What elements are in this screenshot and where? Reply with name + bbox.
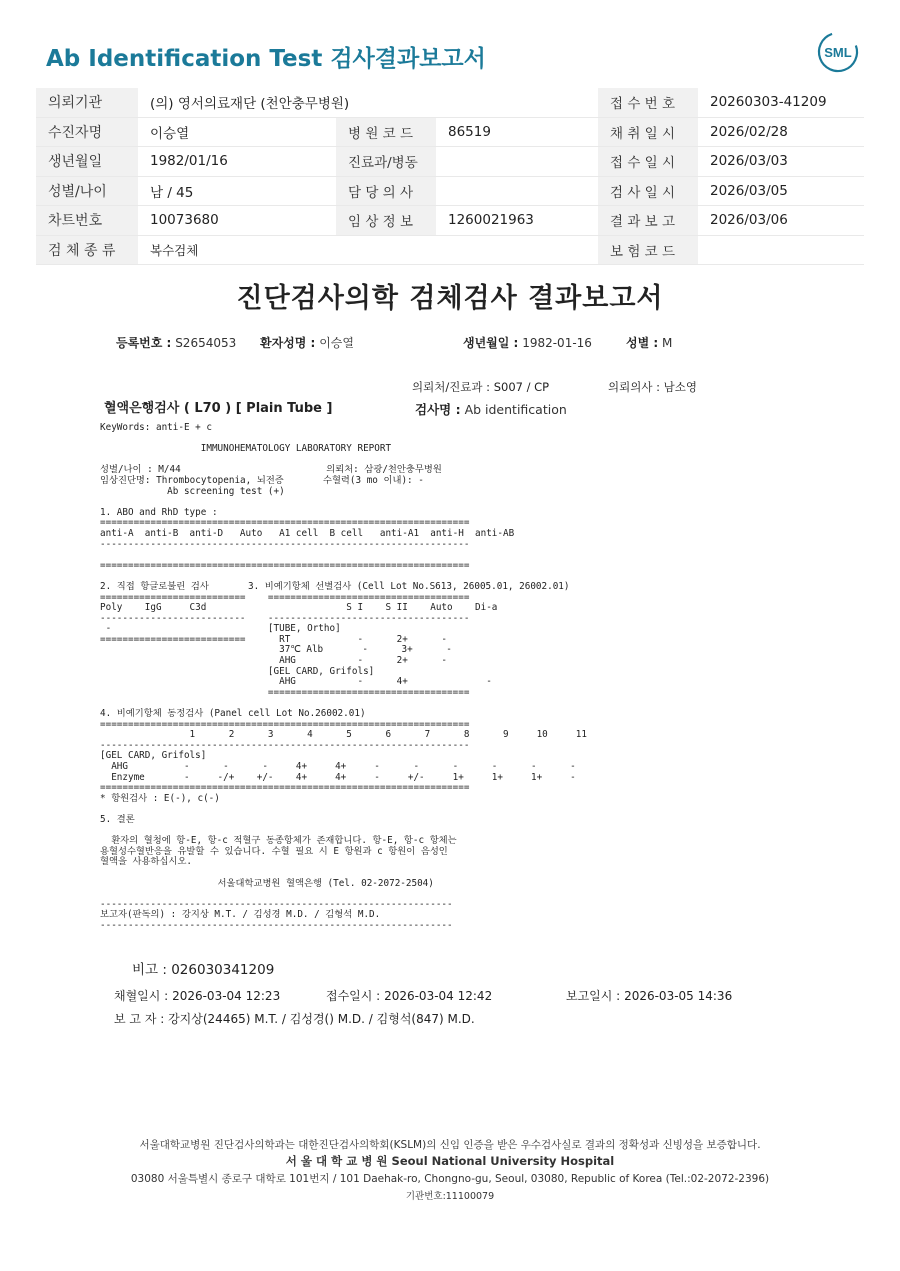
reg-label: 등록번호 : [116,336,172,350]
report-header-title: Ab Identification Test 검사결과보고서 [46,46,486,72]
info-value: 2026/03/05 [698,176,864,206]
sex-value: M [662,336,673,350]
receive-label: 접수일시 : [326,989,381,1003]
report-datetime [566,987,732,1004]
birth-date [463,334,592,351]
reg-value: S2654053 [175,336,237,350]
info-value: 20260303-41209 [698,88,864,117]
info-row [36,88,864,117]
info-label: 검 체 종 류 [36,235,138,265]
sml-logo-icon [816,30,860,74]
footer-address: 03080 서울특별시 종로구 대학로 101번지 / 101 Daehak-ro, Chongno-gu, Seoul, 03080, Republic of Korea (Tel.:02-2072-2396) [130,1173,770,1185]
info-value: 남 / 45 [138,176,336,206]
receive-value: 2026-03-04 12:42 [384,989,493,1003]
doctor-info: 의뢰의사 : 남소영 [608,380,697,394]
test-name [415,400,567,418]
footer-certification: 서울대학교병원 진단검사의학과는 대한진단검사의학회(KSLM)의 신임 인증을 받은 우수검사실로 결과의 정확성과 신빙성을 보증합니다. [139,1139,761,1151]
info-label: 채 취 일 시 [598,117,698,147]
collect-label: 채혈일시 : [114,989,169,1003]
info-row [36,117,864,147]
note-value: 026030341209 [171,962,275,978]
footer-institution-code: 기관번호:11100079 [405,1191,495,1202]
patient-value: 이승열 [319,336,354,350]
reportdate-label: 보고일시 : [566,989,621,1003]
info-value: 2026/03/06 [698,206,864,236]
dob-label: 생년월일 : [463,336,519,350]
info-value: 복수검체 [138,235,598,265]
info-value: 10073680 [138,206,336,236]
collect-value: 2026-03-04 12:23 [172,989,281,1003]
info-value [698,235,864,265]
dept-info: 의뢰처/진료과 : S007 / CP [412,380,550,394]
receive-datetime [326,987,492,1004]
info-row [36,206,864,236]
info-label: 진료과/병동 [336,147,436,177]
logo-text: SML [824,45,852,60]
info-value: 1260021963 [436,206,598,236]
patient-info-table [36,88,864,265]
info-label: 임 상 정 보 [336,206,436,236]
info-label: 생년월일 [36,147,138,177]
info-value: (의) 영서의료재단 (천안충무병원) [138,88,598,117]
sex [626,334,672,351]
info-row [36,235,864,265]
test-name-label: 검사명 : [415,402,461,417]
info-value: 86519 [436,117,598,147]
info-row [36,176,864,206]
info-label: 성별/나이 [36,176,138,206]
info-label: 결 과 보 고 [598,206,698,236]
info-label: 접 수 번 호 [598,88,698,117]
info-label: 수진자명 [36,117,138,147]
info-label: 차트번호 [36,206,138,236]
test-name-value: Ab identification [464,402,567,417]
info-value: 2026/03/03 [698,147,864,177]
report-main-title: 진단검사의학 검체검사 결과보고서 [236,283,664,314]
info-value [436,147,598,177]
info-value: 이승열 [138,117,336,147]
info-label: 의뢰기관 [36,88,138,117]
info-value: 2026/02/28 [698,117,864,147]
reg-number [116,334,236,351]
patient-name [260,334,354,351]
reporter [114,1010,475,1027]
sex-label: 성별 : [626,336,659,350]
collect-datetime [114,987,280,1004]
info-label: 담 당 의 사 [336,176,436,206]
info-label: 검 사 일 시 [598,176,698,206]
reportdate-value: 2026-03-05 14:36 [624,989,733,1003]
note [132,958,274,978]
info-value [436,176,598,206]
note-label: 비고 : [132,962,167,978]
dob-value: 1982-01-16 [522,336,592,350]
reporter-value: 강지상(24465) M.T. / 김성경() M.D. / 김형석(847) M.D. [168,1012,475,1026]
lab-report-body: KeyWords: anti-E + c IMMUNOHEMATOLOGY LABORATORY REPORT 성별/나이 : M/44 의뢰처: 삼광/천안충무병원 임상진단명: Thrombocytopenia, 뇌전증 수혈력(3 mo 이내): - Ab screening test (+) 1. ABO and RhD type : ================================================================== anti-A anti-B anti-D Auto A1 cell B cell anti-A1 anti-H anti-AB ------------------------------------------------------------------ ================================================================== 2. 직접 항글로불린 검사 3. 비예기항체 선별검사 (Cell Lot No.S613, 26005.01, 26002.01) ========================== ==================================== Poly IgG C3d S I S II Auto Di-a -------------------------- ------------------------------------ - [TUBE, Ortho] ========================== RT - 2+ - 37℃ Alb - 3+ - AHG - 2+ - [GEL CARD, Grifols] AHG - 4+ - ==================================== 4. 비예기항체 동정검사 (Panel cell Lot No.26002.01) ================================================================== 1 2 3 4 5 6 7 8 9 10 11 ------------------------------------------------------------------ [GEL CARD, Grifols] AHG - - - 4+ 4+ - - - - - - Enzyme - -/+ +/- 4+ 4+ - +/- 1+ 1+ 1+ - ================================================================== * 항원검사 : E(-), c(-) 5. 결론 환자의 혈청에 항-E, 항-c 적혈구 동종항체가 존재합니다. 항-E, 항-c 항체는 용혈성수혈반응을 유발할 수 있습니다. 수혈 필요 시 E 항원과 c 항원이 음성인 혈액을 사용하십시오. 서울대학교병원 혈액은행 (Tel. 02-2072-2504) --------------------------------------------------------------- 보고자(판독의) : 강지상 M.T. / 김성경 M.D. / 김형석 M.D. --------------------------------------------------------------- [100,422,587,931]
info-label: 보 험 코 드 [598,235,698,265]
info-label: 접 수 일 시 [598,147,698,177]
footer-hospital-name: 서 울 대 학 교 병 원 Seoul National University Hospital [285,1154,615,1168]
patient-label: 환자성명 : [260,336,316,350]
reporter-label: 보 고 자 : [114,1012,165,1026]
info-label: 병 원 코 드 [336,117,436,147]
info-row [36,147,864,177]
info-value: 1982/01/16 [138,147,336,177]
test-group: 혈액은행검사 ( L70 ) [ Plain Tube ] [104,401,333,416]
